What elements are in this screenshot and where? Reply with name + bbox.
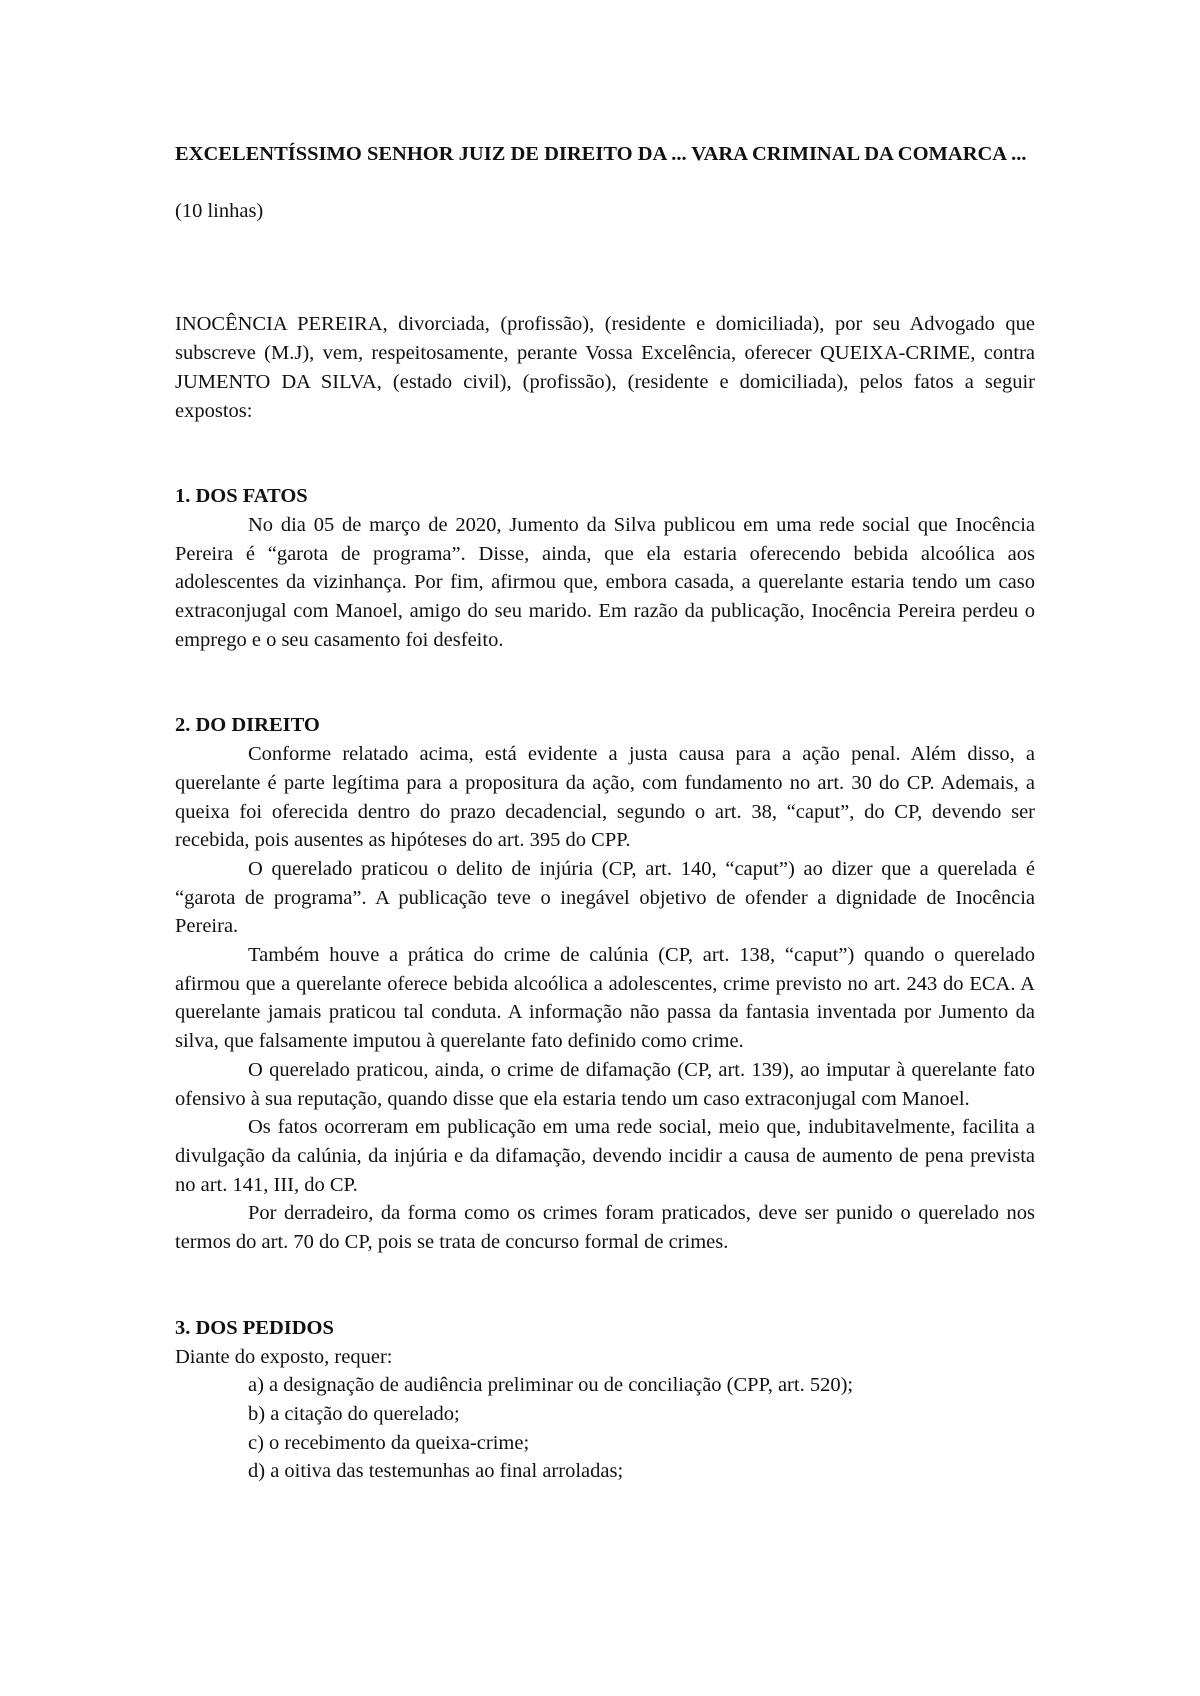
lines-note: (10 linhas): [175, 199, 264, 222]
section-heading-direito: 2. DO DIREITO: [175, 714, 320, 737]
party-qualification-paragraph: INOCÊNCIA PEREIRA, divorciada, (profissão), (residente e domiciliada), por seu Advogado que subscreve (M.J), vem, respeitosamente, perante Vossa Excelência, oferecer QUEIXA-CRIME, contra JUMENTO DA SILVA, (estado civil), (profissão), (residente e domiciliada), pelos fatos a seguir expostos:: [175, 313, 1035, 422]
direito-paragraph: Por derradeiro, da forma como os crimes foram praticados, deve ser punido o querelado nos termos do art. 70 do CP, pois se trata de concurso formal de crimes.: [175, 1202, 1035, 1254]
direito-paragraph: Também houve a prática do crime de calúnia (CP, art. 138, “caput”) quando o querelado afirmou que a querelante oferece bebida alcoólica a adolescentes, crime previsto no art. 243 do ECA. A querelante jamais praticou tal conduta. A informação não passa da fantasia inventada por Jumento da silva, que falsamente imputou à querelante fato definido como crime.: [175, 944, 1035, 1053]
pedido-item: b) a citação do querelado;: [248, 1402, 460, 1425]
pedido-item: a) a designação de audiência preliminar ou de conciliação (CPP, art. 520);: [248, 1374, 854, 1397]
document-body: [175, 140, 1035, 1486]
direito-paragraph: Conforme relatado acima, está evidente a justa causa para a ação penal. Além disso, a querelante é parte legítima para a propositura da ação, com fundamento no art. 30 do CP. Ademais, a queixa foi oferecida dentro do prazo decadencial, segundo o art. 38, “caput”, do CP, devendo ser recebida, pois ausentes as hipóteses do art. 395 do CPP.: [175, 743, 1035, 852]
pedidos-list: [175, 1371, 1035, 1486]
pedido-item: c) o recebimento da queixa-crime;: [248, 1431, 530, 1454]
section-heading-pedidos: 3. DOS PEDIDOS: [175, 1316, 334, 1339]
pedidos-lead: Diante do exposto, requer:: [175, 1345, 393, 1368]
pedido-item: d) a oitiva das testemunhas ao final arroladas;: [248, 1460, 624, 1483]
direito-paragraph: Os fatos ocorreram em publicação em uma rede social, meio que, indubitavelmente, facilita a divulgação da calúnia, da injúria e da difamação, devendo incidir a causa de aumento de pena prevista no art. 141, III, do CP.: [175, 1116, 1035, 1196]
direito-paragraph: O querelado praticou o delito de injúria (CP, art. 140, “caput”) ao dizer que a querelada é “garota de programa”. A publicação teve o inegável objetivo de ofender a dignidade de Inocência Pereira.: [175, 857, 1035, 938]
fatos-paragraph: No dia 05 de março de 2020, Jumento da Silva publicou em uma rede social que Inocência Pereira é “garota de programa”. Disse, ainda, que ela estaria oferecendo bebida alcoólica aos adolescentes da vizinhança. Por fim, afirmou que, embora casada, a querelante estaria tendo um caso extraconjugal com Manoel, amigo do seu marido. Em razão da publicação, Inocência Pereira perdeu o emprego e o seu casamento foi desfeito.: [175, 513, 1035, 651]
section-heading-fatos: 1. DOS FATOS: [175, 485, 308, 508]
court-addressing-title: EXCELENTÍSSIMO SENHOR JUIZ DE DIREITO DA ... VARA CRIMINAL DA COMARCA ...: [175, 143, 1027, 165]
direito-paragraph: O querelado praticou, ainda, o crime de difamação (CP, art. 139), ao imputar à querelante fato ofensivo à sua reputação, quando disse que ela estaria tendo um caso extraconjugal com Manoel.: [175, 1058, 1035, 1110]
